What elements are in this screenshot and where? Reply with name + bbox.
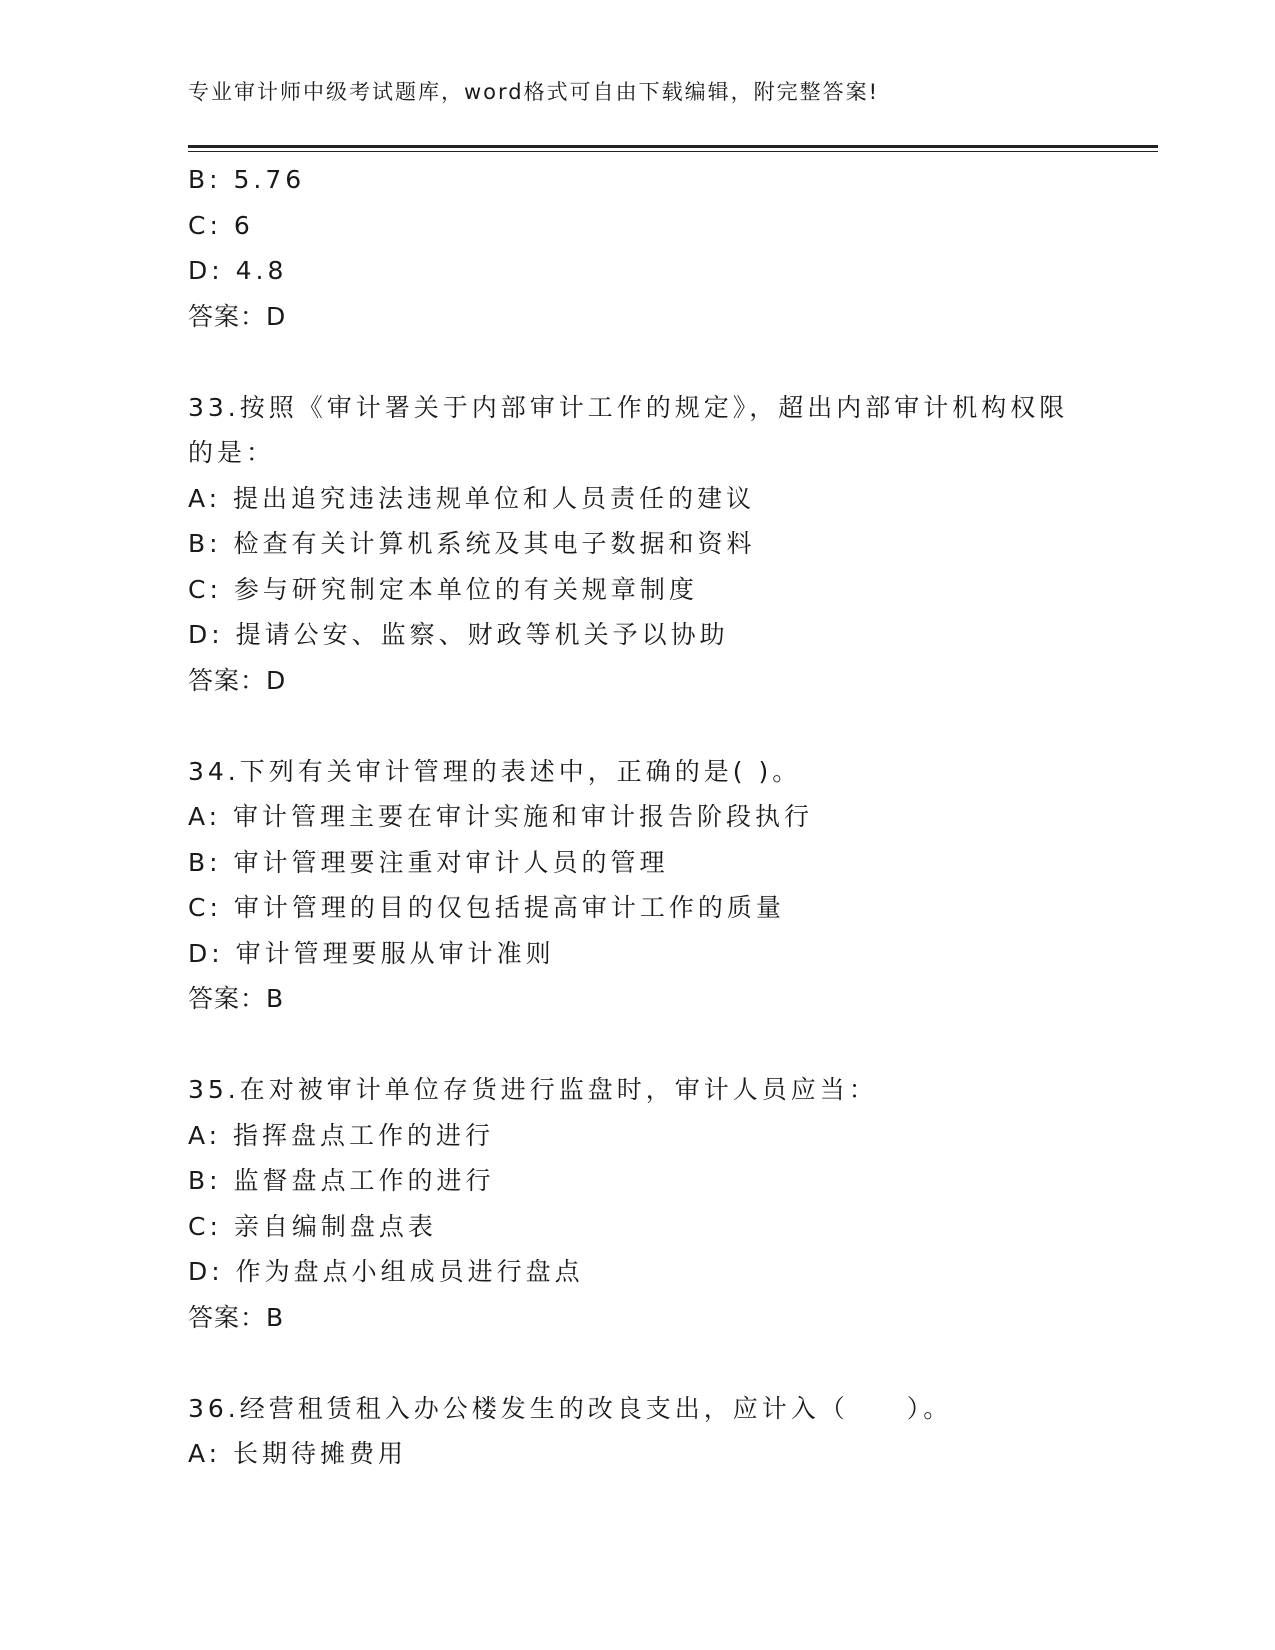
question-32-tail — [188, 157, 1158, 339]
question-stem: 34.下列有关审计管理的表述中，正确的是( )。 — [188, 756, 802, 786]
question-33 — [188, 385, 1158, 704]
question-stem: 33.按照《审计署关于内部审计工作的规定》，超出内部审计机构权限 — [188, 392, 1069, 422]
question-stem: 35.在对被审计单位存货进行监盘时，审计人员应当： — [188, 1075, 878, 1104]
question-34 — [188, 749, 1158, 1022]
option-c: C: 亲自编制盘点表 — [188, 1211, 437, 1241]
option-d: D: 提请公安、监察、财政等机关予以协助 — [188, 620, 729, 649]
question-35 — [188, 1067, 1158, 1340]
answer: 答案：D — [188, 301, 287, 331]
option-d: D: 审计管理要服从审计准则 — [188, 938, 555, 968]
question-36 — [188, 1386, 1158, 1477]
question-stem-continued: 的是： — [188, 438, 276, 467]
option-b: B: 5.76 — [188, 165, 306, 194]
page-header: 专业审计师中级考试题库，word格式可自由下载编辑，附完整答案! — [188, 80, 880, 104]
option-d: D: 作为盘点小组成员进行盘点 — [188, 1257, 584, 1286]
option-c: C: 6 — [188, 210, 254, 240]
question-list — [188, 157, 1158, 1477]
question-stem: 36.经营租赁租入办公楼发生的改良支出，应计入（ ）。 — [188, 1393, 953, 1423]
option-a: A: 长期待摊费用 — [188, 1439, 408, 1468]
option-b: B: 审计管理要注重对审计人员的管理 — [188, 847, 669, 877]
option-c: C: 审计管理的目的仅包括提高审计工作的质量 — [188, 893, 785, 922]
answer: 答案：B — [188, 1302, 285, 1332]
option-a: A: 指挥盘点工作的进行 — [188, 1120, 495, 1150]
option-b: B: 监督盘点工作的进行 — [188, 1166, 495, 1195]
answer: 答案：B — [188, 984, 285, 1013]
option-d: D: 4.8 — [188, 256, 288, 285]
header-rule-thin — [188, 151, 1158, 152]
option-a: A: 审计管理主要在审计实施和审计报告阶段执行 — [188, 802, 814, 831]
header-rule-thick — [188, 145, 1158, 148]
answer: 答案：D — [188, 665, 287, 695]
option-b: B: 检查有关计算机系统及其电子数据和资料 — [188, 529, 756, 558]
option-a: A: 提出追究违法违规单位和人员责任的建议 — [188, 483, 756, 513]
option-c: C: 参与研究制定本单位的有关规章制度 — [188, 574, 698, 604]
